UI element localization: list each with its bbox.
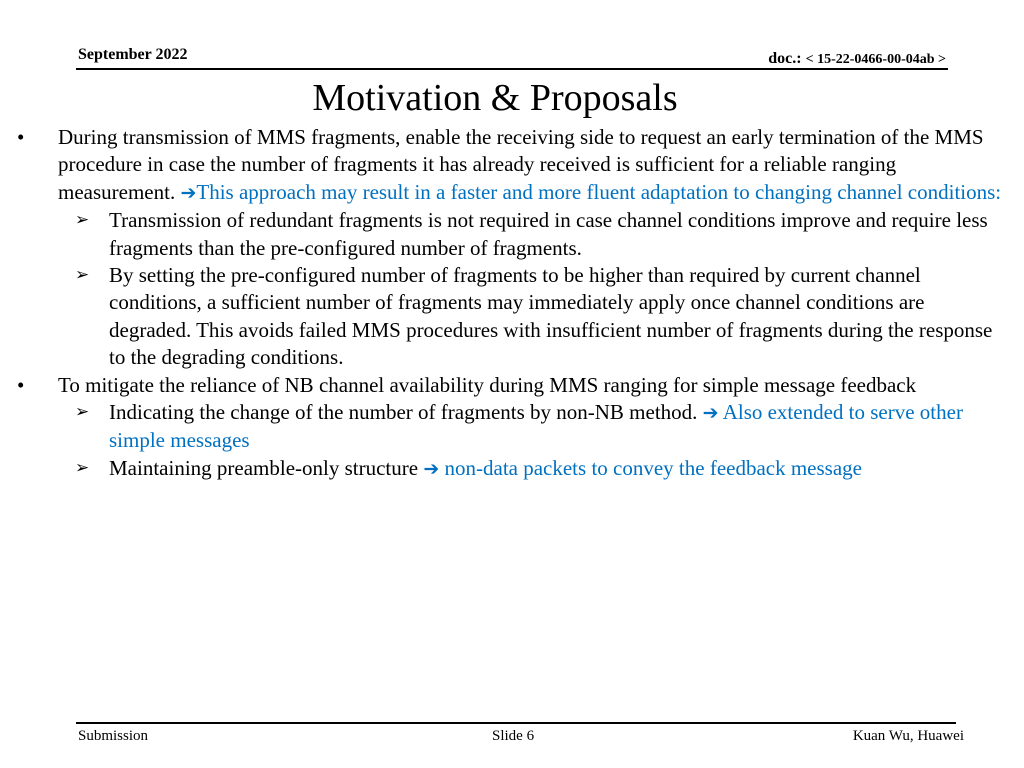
footer-slide-number: Slide 6	[492, 728, 535, 744]
arrow-right-icon: ➔	[180, 181, 197, 204]
arrowhead-bullet-icon: ➢	[75, 265, 90, 286]
bullet-dot: •	[17, 372, 25, 397]
footer-author: Kuan Wu, Huawei	[852, 728, 964, 744]
slide-content	[0, 124, 1024, 483]
arrowhead-bullet-icon: ➢	[75, 210, 90, 231]
sub-bullet-1-1-text: Transmission of redundant fragments is not required in case channel conditions improve and require less fragments than the pre-configured number of fragments.	[109, 208, 988, 260]
arrowhead-bullet-icon: ➢	[75, 457, 90, 478]
bullet-1	[0, 124, 1024, 207]
bullet-2-text: To mitigate the reliance of NB channel availability during MMS ranging for simple message feedback	[58, 372, 917, 397]
sub-bullet-2-2-text: Maintaining preamble-only structure	[109, 455, 424, 480]
doc-label: doc.:	[768, 50, 802, 67]
header-rule	[76, 68, 948, 70]
header-date: September 2022	[78, 46, 188, 63]
sub-bullet-2-1-text: Indicating the change of the number of fragments by non-NB method.	[109, 400, 703, 425]
sub-bullet-2-1-highlight: Also extended to serve other simple messages	[109, 400, 963, 453]
bullet-1-highlight: This approach may result in a faster and more fluent adaptation to changing channel conditions:	[196, 179, 1002, 204]
slide-title: Motivation & Proposals	[312, 77, 678, 119]
arrow-right-icon: ➔	[702, 402, 719, 425]
sub-bullet-2-1	[0, 399, 1024, 455]
arrow-right-icon: ➔	[423, 457, 440, 480]
arrowhead-bullet-icon: ➢	[75, 402, 90, 423]
sub-bullet-1-1	[0, 207, 1024, 262]
footer-submission: Submission	[78, 728, 149, 744]
sub-bullet-2-2-highlight: non-data packets to convey the feedback message	[444, 455, 862, 480]
sub-bullet-2-2	[0, 455, 1024, 483]
bullet-dot: •	[17, 125, 25, 149]
doc-number: < 15-22-0466-00-04ab >	[805, 52, 946, 67]
header-doc	[768, 50, 946, 68]
sub-bullet-1-2-text: By setting the pre-configured number of fragments to be higher than required by current channel conditions, a sufficient number of fragments may immediately apply once channel conditions are degraded. This avoids failed MMS procedures with insufficient number of fragments during the response to the degrading conditions.	[109, 263, 993, 370]
sub-bullet-1-2	[0, 262, 1024, 372]
bullet-1-text: During transmission of MMS fragments, enable the receiving side to request an early termination of the MMS procedure in case the number of fragments it has already received is sufficient for a reliable ranging measurement.	[58, 125, 984, 204]
bullet-2	[0, 372, 1024, 399]
footer-rule	[76, 722, 956, 724]
